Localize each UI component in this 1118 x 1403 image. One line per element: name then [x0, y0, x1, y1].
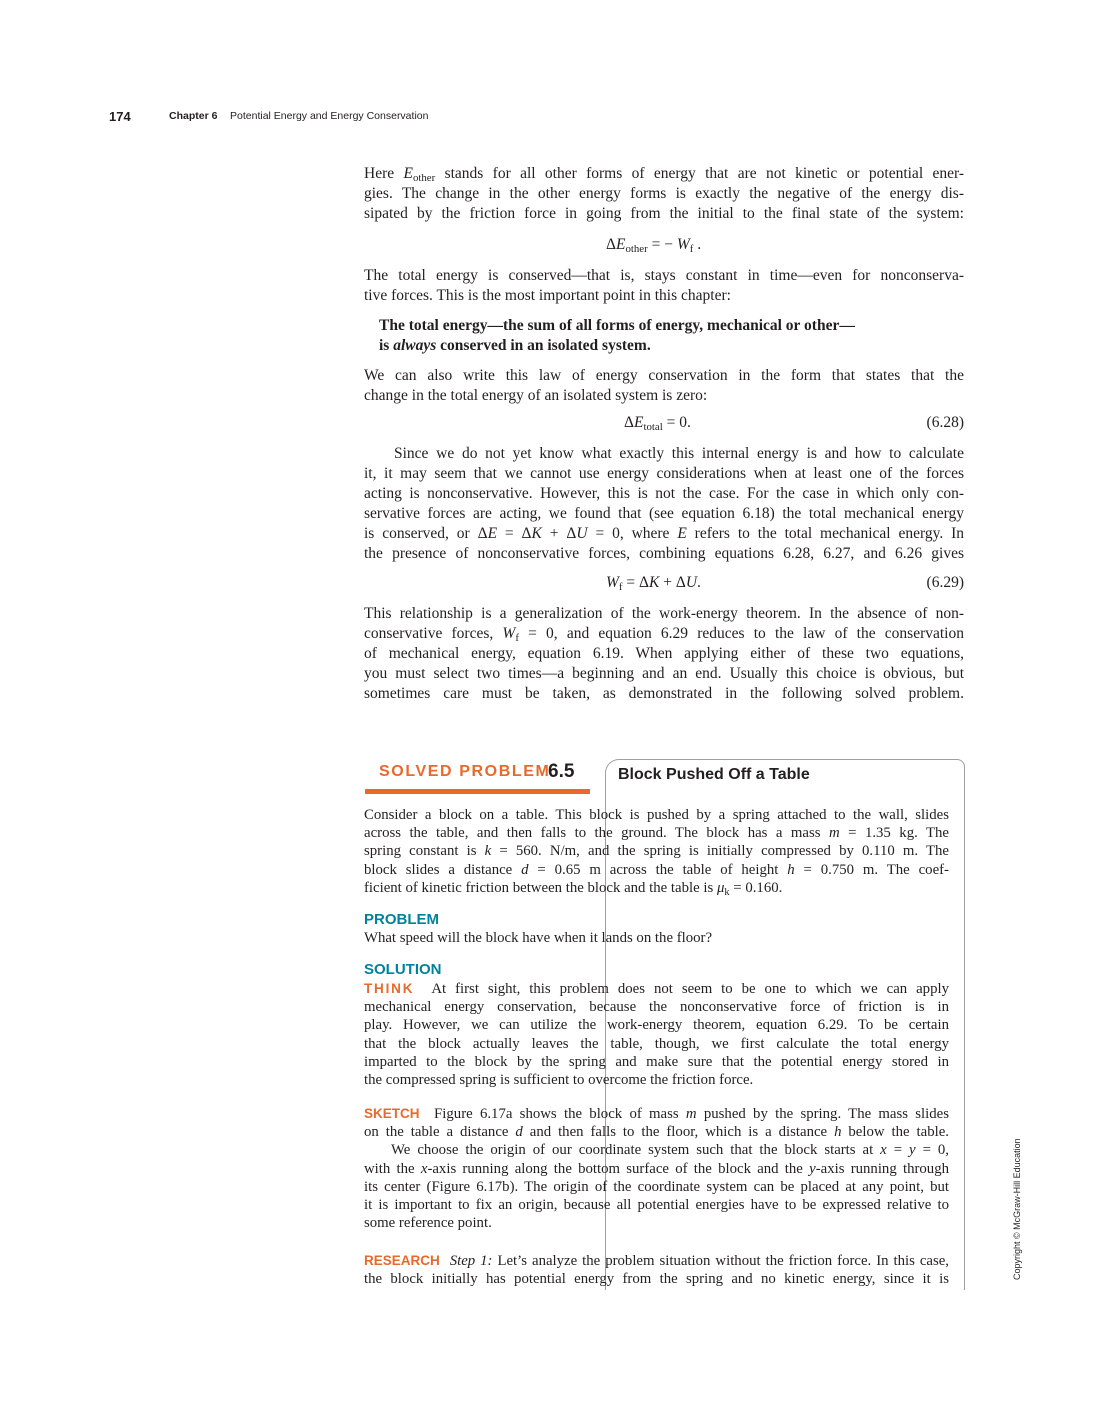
equation-6-29: $W_f = \Delta K + \Delta U$.	[606, 574, 701, 593]
text-line: some reference point.	[364, 1215, 492, 1232]
sketch-step	[364, 1105, 949, 1232]
text-line: of mechanical energy, equation 6.19. When applying either of these two equations,	[364, 645, 964, 662]
text-line: the presence of nonconservative forces, combining equations 6.28, 6.27, and 6.26 gives	[364, 545, 964, 562]
problem-heading: PROBLEM	[364, 911, 439, 928]
text-line: gies. The change in the other energy forms is exactly the negative of the energy dis-	[364, 185, 964, 202]
text-line: conservative forces, $W_f = 0$, and equation 6.29 reduces to the law of the conservation	[364, 625, 964, 644]
text-line: play. However, we can utilize the work-energy theorem, equation 6.29. To be certain	[364, 1017, 949, 1034]
text-line: the compressed spring is sufficient to overcome the friction force.	[364, 1072, 754, 1089]
paragraph-work-energy	[364, 604, 964, 704]
text-line: What speed will the block have when it lands on the floor?	[364, 930, 713, 946]
text-line: imparted to the block by the spring and make sure that the potential energy stored in	[364, 1053, 949, 1070]
text-line: We choose the origin of our coordinate system such that the block starts at x = y = 0,	[391, 1142, 949, 1159]
text-line: on the table a distance d and then falls to the floor, which is a distance h below the table.	[364, 1124, 949, 1141]
text-line: the block initially has potential energy from the spring and no kinetic energy, since it is	[364, 1271, 949, 1288]
text-line: Since we do not yet know what exactly this internal energy is and how to calculate	[394, 445, 964, 462]
text-fragment: Let’s analyze the problem situation without the friction force. In this case,	[497, 1253, 949, 1269]
text-line: servative forces are acting, we found that (see equation 6.18) the total mechanical energy	[364, 505, 964, 522]
solved-problem-underline	[365, 789, 590, 794]
text-line	[364, 1252, 949, 1270]
text-line: Here $E_{other}$ stands for all other forms of energy that are not kinetic or potential ener-	[364, 165, 964, 184]
think-step	[364, 980, 949, 1089]
text-line: it, it may seem that we cannot use energy considerations when at least one of the forces	[364, 465, 964, 482]
text-line: mechanical energy conservation, because the nonconservative force of friction is in	[364, 999, 949, 1016]
chapter-title: Potential Energy and Energy Conservation	[230, 110, 429, 122]
text-line: across the table, and then falls to the ground. The block has a mass m = 1.35 kg. The	[364, 825, 949, 842]
text-line: We can also write this law of energy conservation in the form that states that the	[364, 367, 964, 384]
research-step	[364, 1252, 949, 1288]
text-fragment: At first sight, this problem does not seem to be one to which we can apply	[431, 981, 949, 997]
text-line: Consider a block on a table. This block is pushed by a spring attached to the wall, slides	[364, 807, 949, 823]
sketch-tag: SKETCH	[364, 1106, 420, 1121]
solution-heading: SOLUTION	[364, 961, 442, 978]
text-line: spring constant is k = 560. N/m, and the spring is initially compressed by 0.110 m. The	[364, 843, 949, 860]
copyright-notice: Copyright © McGraw-Hill Education	[1012, 1138, 1022, 1280]
chapter-label: Chapter 6	[169, 110, 218, 122]
research-tag: RESEARCH	[364, 1253, 440, 1268]
research-step-label: Step 1:	[449, 1253, 493, 1269]
text-line: block slides a distance d = 0.65 m across the table of height h = 0.750 m. The coef-	[364, 861, 949, 878]
text-line: change in the total energy of an isolated system is zero:	[364, 387, 708, 404]
text-line: it is important to fix an origin, because all potential energies have to be expressed relative to	[364, 1197, 949, 1214]
text-line: that the block actually leaves the table, though, we first calculate the total energy	[364, 1035, 949, 1052]
text-line: ficient of kinetic friction between the block and the table is $\mu_k = 0.160$.	[364, 879, 783, 898]
text-line: sipated by the friction force in going from the initial to the final state of the system:	[364, 205, 964, 222]
text-line: you must select two times—a beginning and an end. Usually this choice is obvious, but	[364, 665, 964, 682]
text-line: SKETCH Figure 6.17a shows the block of mass m pushed by the spring. The mass slides	[364, 1106, 949, 1122]
key-statement-line: is always conserved in an isolated system.	[379, 337, 651, 354]
equation-delta-e-other: $\Delta E_{other}$ = − $W_f$ .	[606, 236, 702, 255]
key-statement	[379, 316, 959, 356]
paragraph-energy-other	[364, 164, 964, 224]
think-tag: THINK	[364, 981, 415, 996]
solved-problem-label: SOLVED PROBLEM	[379, 763, 551, 780]
paragraph-nonconservative	[364, 444, 964, 564]
paragraph-total-energy	[364, 266, 964, 306]
text-line: acting is nonconservative. However, this is not the case. For the case in which only con-	[364, 485, 964, 502]
text-line: is conserved, or ΔE = ΔK + ΔU = 0, where E refers to the total mechanical energy. In	[364, 525, 965, 542]
key-statement-line: The total energy—the sum of all forms of energy, mechanical or other—	[379, 317, 855, 334]
text-line	[364, 980, 949, 998]
solved-problem-intro	[364, 806, 949, 897]
text-line: This relationship is a generalization of the work-energy theorem. In the absence of non-	[364, 605, 964, 622]
equation-6-28: $\Delta E_{total} = 0$.	[624, 414, 691, 433]
equation-number-6-28: (6.28)	[926, 414, 964, 431]
paragraph-conservation-law	[364, 366, 964, 406]
text-line: tive forces. This is the most important point in this chapter:	[364, 287, 731, 304]
solved-problem-title: Block Pushed Off a Table	[618, 766, 810, 783]
page-number: 174	[109, 109, 131, 124]
text-line: its center (Figure 6.17b). The origin of the coordinate system can be placed at any point, but	[364, 1178, 949, 1195]
solved-problem-number: 6.5	[548, 761, 575, 782]
text-line: The total energy is conserved—that is, stays constant in time—even for nonconserva-	[364, 267, 964, 284]
equation-number-6-29: (6.29)	[926, 574, 964, 591]
text-line: sometimes care must be taken, as demonstrated in the following solved problem.	[364, 685, 964, 702]
problem-text	[364, 929, 949, 947]
text-line: with the x-axis running along the bottom surface of the block and the y-axis running through	[364, 1160, 949, 1177]
